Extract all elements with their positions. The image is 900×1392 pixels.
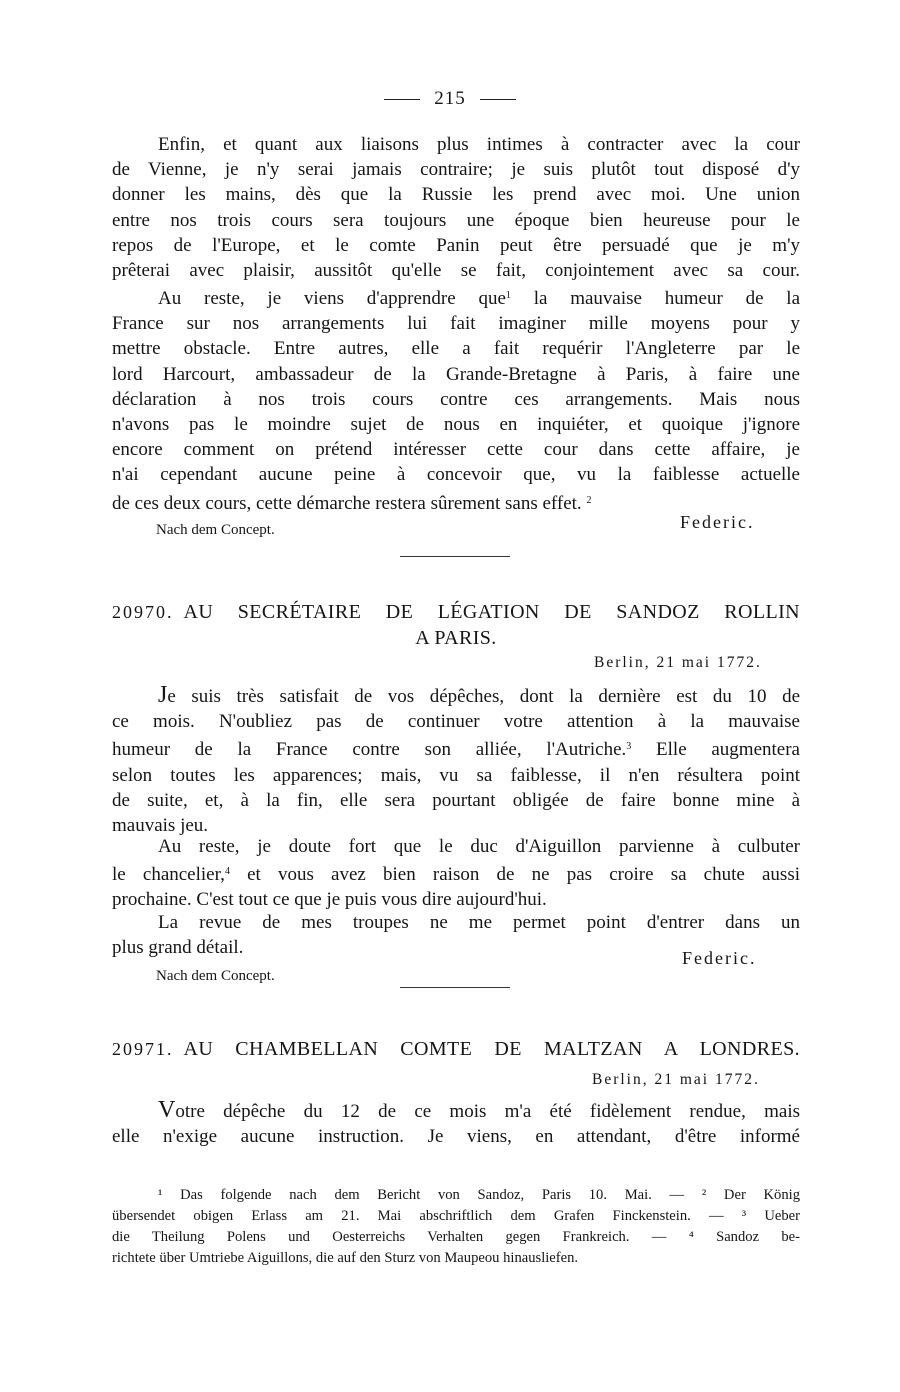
text-fragment: la mauvaise humeur de la <box>533 288 801 309</box>
section1-paragraph-1 <box>112 132 800 283</box>
text-line: donner les mains, dès que la Russie les prend avec moi. Une union <box>112 184 800 206</box>
footnote-mark: 3 <box>626 741 632 753</box>
text-line: plus grand détail. <box>112 937 244 959</box>
text-line: mauvais jeu. <box>112 815 209 837</box>
text-fragment: otre dépêche du 12 de ce mois m'a été fidèlement rendue, mais <box>175 1101 800 1122</box>
text-line <box>112 734 800 762</box>
text-fragment: Elle augmentera <box>656 739 800 761</box>
letter-number: 20970. <box>112 602 174 622</box>
header-dash-left <box>384 99 420 100</box>
text-fragment: e suis très satisfait de vos dépêches, dont la dernière est du 10 de <box>167 686 800 707</box>
text-line <box>112 283 800 311</box>
title-line <box>112 1038 800 1061</box>
title-line <box>112 601 800 624</box>
text-line: n'avons pas le moindre sujet de nous en inquiéter, et quoique j'ignore <box>112 414 800 436</box>
text-line: La revue de mes troupes ne me permet point d'entrer dans un <box>158 912 800 933</box>
source-note: Nach dem Concept. <box>156 968 275 984</box>
letter-title <box>112 601 800 624</box>
initial-letter: J <box>158 682 168 708</box>
text-line: prêterai avec plaisir, aussitôt qu'elle se fait, conjointement avec sa cour. <box>112 260 800 282</box>
section-divider <box>400 987 510 988</box>
text-fragment: et vous avez bien raison de ne pas croire sa chute aussi <box>247 864 801 886</box>
text-line: Au reste, je doute fort que le duc d'Aiguillon parvienne à culbuter <box>158 836 800 857</box>
footnote-line: ¹ Das folgende nach dem Bericht von Sandoz, Paris 10. Mai. — ² Der König <box>158 1187 800 1203</box>
text-fragment: Au reste, je viens d'apprendre que <box>158 288 506 309</box>
initial-letter: V <box>158 1097 176 1123</box>
text-line: repos de l'Europe, et le comte Panin peut être persuadé que je m'y <box>112 234 800 256</box>
footnote-line: richtete über Umtriebe Aiguillons, die auf den Sturz von Maupeou hinausliefen. <box>112 1250 579 1266</box>
dateline: Berlin, 21 mai 1772. <box>594 654 762 671</box>
text-line: elle n'exige aucune instruction. Je viens, en attendant, d'être informé <box>112 1126 800 1148</box>
letter-title-line-2: A PARIS. <box>415 627 497 649</box>
section1-paragraph-2 <box>112 283 800 516</box>
title-text: AU SECRÉTAIRE DE LÉGATION DE SANDOZ ROLLIN <box>183 601 800 623</box>
signature: Federic. <box>682 948 757 968</box>
dateline: Berlin, 21 mai 1772. <box>592 1071 760 1088</box>
header-dash-right <box>480 99 516 100</box>
page-header <box>0 88 900 110</box>
letter-20970-paragraph-2 <box>112 834 800 913</box>
text-line: mettre obstacle. Entre autres, elle a fait requérir l'Angleterre par le <box>112 338 800 360</box>
text-line: lord Harcourt, ambassadeur de la Grande-Bretagne à Paris, à faire une <box>112 363 800 385</box>
text-line: encore comment on prétend intéresser cette cour dans cette affaire, je <box>112 439 800 461</box>
text-line: déclaration à nos trois cours contre ces arrangements. Mais nous <box>112 388 800 410</box>
signature: Federic. <box>680 512 755 532</box>
text-line: selon toutes les apparences; mais, vu sa faiblesse, il n'en résultera point <box>112 764 800 786</box>
text-fragment: humeur de la France contre son alliée, l'Autriche. <box>112 739 627 761</box>
section-divider <box>400 556 510 557</box>
letter-20970-paragraph-1 <box>112 683 800 838</box>
letter-title <box>112 1038 800 1061</box>
text-line: ce mois. N'oubliez pas de continuer votre attention à la mauvaise <box>112 711 800 733</box>
letter-number: 20971. <box>112 1039 174 1059</box>
text-line: Enfin, et quant aux liaisons plus intimes à contracter avec la cour <box>158 134 800 155</box>
letter-20971-paragraph-1 <box>112 1098 800 1149</box>
footnote-mark: 2 <box>586 494 592 506</box>
text-line <box>112 859 800 887</box>
footnotes <box>112 1185 800 1269</box>
footnote-mark: 4 <box>224 866 230 878</box>
text-line: de Vienne, je n'y serai jamais contraire; je suis plutôt tout disposé d'y <box>112 159 800 181</box>
text-fragment: de ces deux cours, cette démarche restera sûrement sans effet. <box>112 492 582 514</box>
text-line: France sur nos arrangements lui fait imaginer mille moyens pour y <box>112 313 800 335</box>
title-text: AU CHAMBELLAN COMTE DE MALTZAN A LONDRES. <box>183 1038 800 1060</box>
text-line: prochaine. C'est tout ce que je puis vous dire aujourd'hui. <box>112 889 547 911</box>
text-line <box>112 488 722 516</box>
text-line: de suite, et, à la fin, elle sera pourtant obligée de faire bonne mine à <box>112 789 800 811</box>
text-line: n'ai cependant aucune peine à concevoir que, vu la faiblesse actuelle <box>112 464 800 486</box>
text-fragment: le chancelier, <box>112 864 225 886</box>
footnote-line: die Theilung Polens und Oesterreichs Verhalten gegen Frankreich. — ⁴ Sandoz be- <box>112 1229 800 1245</box>
footnote-line: übersendet obigen Erlass am 21. Mai abschriftlich dem Grafen Finckenstein. — ³ Ueber <box>112 1208 800 1224</box>
source-note: Nach dem Concept. <box>156 522 275 538</box>
footnote-mark: 1 <box>505 290 511 301</box>
text-line <box>112 683 800 709</box>
text-line: entre nos trois cours sera toujours une époque bien heureuse pour le <box>112 209 800 231</box>
text-line <box>112 1098 800 1124</box>
page-number: 215 <box>434 88 466 109</box>
